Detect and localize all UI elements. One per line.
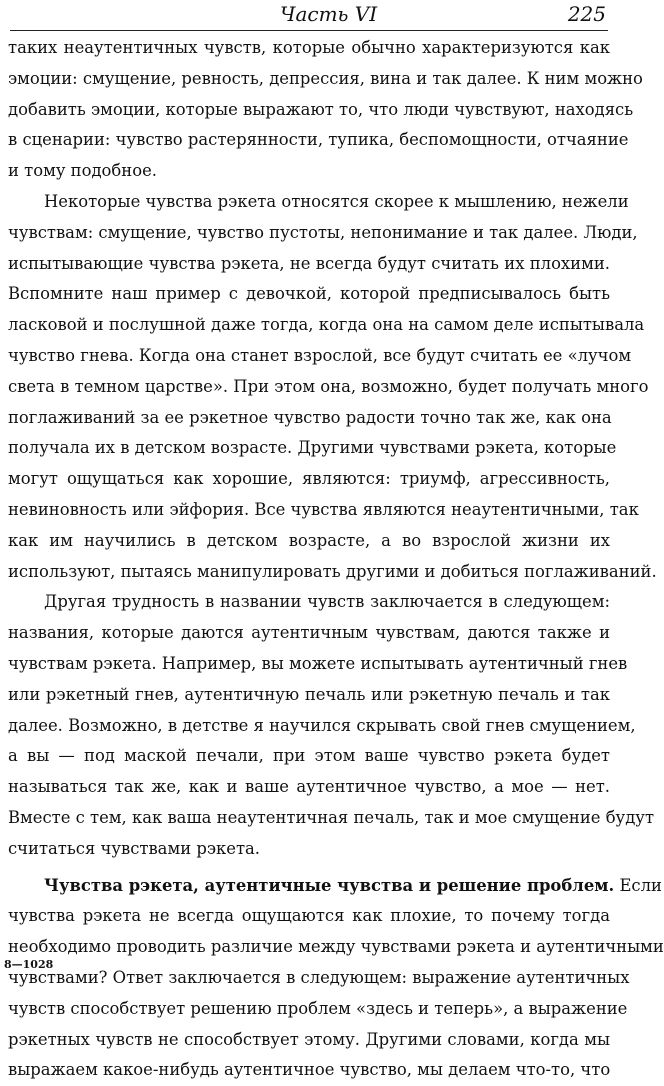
running-header: [10, 0, 608, 31]
text-line: добавить эмоции, которые выражают то, что люди чувствуют, находясь: [8, 99, 634, 119]
text-line: испытывающие чувства рэкета, не всегда будут считать их плохими.: [8, 253, 610, 273]
text-line: в сценарии: чувство растерянности, тупика, беспомощности, отчаяние: [8, 130, 629, 150]
text-line: Вспомните наш пример с девочкой, которой предписывалось быть: [8, 284, 610, 304]
text-line: а вы — под маской печали, при этом ваше чувство рэкета будет: [8, 746, 610, 766]
header-title: Часть VI: [280, 2, 378, 26]
text-line: считаться чувствами рэкета.: [8, 838, 261, 858]
text-line: Некоторые чувства рэкета относятся скорее к мышлению, нежели: [44, 191, 629, 211]
heading-line: [8, 871, 662, 902]
text-line: могут ощущаться как хорошие, являются: триумф, агрессивность,: [8, 469, 610, 489]
text-line: далее. Возможно, в детстве я научился скрывать свой гнев смущением,: [8, 715, 636, 735]
printer-signature: 8—1028: [4, 958, 54, 971]
text-line: таких неаутентичных чувств, которые обычно характеризуются как: [8, 38, 610, 57]
paragraph-3: [8, 587, 655, 864]
paragraph-2: [8, 187, 657, 587]
body-text: [8, 33, 664, 1086]
text-line: эмоции: смущение, ревность, депрессия, вина и так далее. К ним можно: [8, 68, 643, 88]
text-line: чувство гнева. Когда она станет взрослой, все будут считать ее «лучом: [8, 345, 632, 365]
text-line: как им научились в детском возрасте, а во взрослой жизни их: [8, 530, 610, 550]
text-line: чувствам: смущение, чувство пустоты, непонимание и так далее. Люди,: [8, 222, 638, 242]
text-line: Вместе с тем, как ваша неаутентичная печаль, так и мое смущение будут: [8, 807, 655, 827]
text-line: необходимо проводить различие между чувствами рэкета и аутентичными: [8, 937, 664, 957]
text-line: чувства рэкета не всегда ощущаются как плохие, то почему тогда: [8, 906, 610, 926]
text-line: чувств способствует решению проблем «здесь и теперь», а выражение: [8, 998, 628, 1018]
text-line: или рэкетный гнев, аутентичную печаль или рэкетную печаль и так: [8, 684, 610, 704]
text-line: света в темном царстве». При этом она, возможно, будет получать много: [8, 376, 649, 396]
text-line: получала их в детском возрасте. Другими чувствами рэкета, которые: [8, 438, 617, 458]
text-line: поглаживаний за ее рэкетное чувство радости точно так же, как она: [8, 407, 612, 427]
text-line: рэкетных чувств не способствует этому. Другими словами, когда мы: [8, 1029, 610, 1049]
text-line: чувствами? Ответ заключается в следующем: выражение аутентичных: [8, 967, 630, 987]
page-number: 225: [567, 2, 606, 26]
paragraph-4: [8, 871, 664, 1086]
text-line: используют, пытаясь манипулировать другими и добиться поглаживаний.: [8, 561, 657, 581]
text-line: чувствам рэкета. Например, вы можете испытывать аутентичный гнев: [8, 653, 628, 673]
text-line: невиновность или эйфория. Все чувства являются неаутентичными, так: [8, 499, 639, 519]
text-line: называться так же, как и ваше аутентичное чувство, а мое — нет.: [8, 777, 610, 797]
paragraph-1: [8, 33, 643, 187]
text-line: Другая трудность в названии чувств заключается в следующем:: [44, 592, 610, 612]
text-line: названия, которые даются аутентичным чувствам, даются также и: [8, 623, 610, 643]
text-line: выражаем какое-нибудь аутентичное чувство, мы делаем что-то, что: [8, 1060, 611, 1080]
text-line: ласковой и послушной даже тогда, когда она на самом деле испытывала: [8, 315, 645, 335]
section-heading: Чувства рэкета, аутентичные чувства и решение проблем.: [44, 875, 615, 895]
text-line: и тому подобное.: [8, 161, 157, 181]
heading-line-rest: Если: [619, 875, 662, 895]
